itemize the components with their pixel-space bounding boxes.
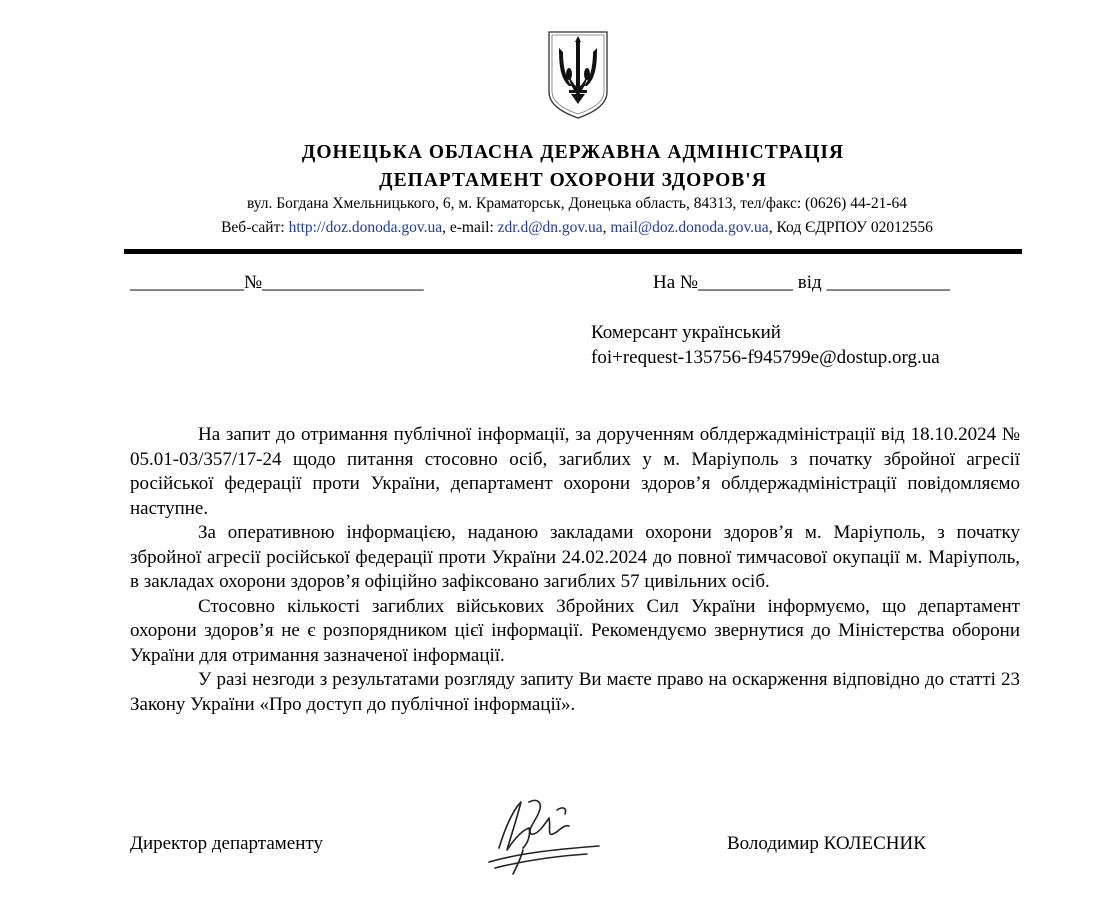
letter-body xyxy=(130,423,1020,717)
org-title-line1: ДОНЕЦЬКА ОБЛАСНА ДЕРЖАВНА АДМІНІСТРАЦІЯ xyxy=(301,142,845,163)
header-divider xyxy=(124,249,1022,254)
recipient-email: foi+request-135756-f945799e@dostup.org.ua xyxy=(591,347,940,368)
org-address: вул. Богдана Хмельницького, 6, м. Краматорськ, Донецька область, 84313, тел/факс: (0626) 44-21-64 xyxy=(246,195,908,212)
org-contacts xyxy=(28,219,1098,237)
org-title-line2: ДЕПАРТАМЕНТ ОХОРОНИ ЗДОРОВ'Я xyxy=(379,170,767,191)
outgoing-reference: ____________№_________________ xyxy=(130,272,424,293)
website-link[interactable]: http://doz.donoda.gov.ua xyxy=(288,219,443,236)
email-link-1[interactable]: zdr.d@dn.gov.ua xyxy=(497,219,603,236)
email-link-2[interactable]: mail@doz.donoda.gov.ua xyxy=(610,219,769,236)
website-label: Веб-сайт: xyxy=(221,219,289,236)
coat-of-arms-icon xyxy=(547,30,609,120)
signatory-name: Володимир КОЛЕСНИК xyxy=(727,833,926,854)
email-label: , e-mail: xyxy=(442,219,498,236)
recipient-name: Комерсант український xyxy=(591,322,781,343)
incoming-reference: На №__________ від _____________ xyxy=(653,272,950,293)
body-paragraph: Стосовно кількості загиблих військових Збройних Сил України інформуємо, що департамент охорони здоров’я не є розпорядником цієї інформації. Рекомендуємо звернутися до Міністерства оборони України для отримання зазначеної інформації. xyxy=(130,595,1020,666)
org-code: , Код ЄДРПОУ 02012556 xyxy=(768,219,933,236)
body-paragraph: На запит до отримання публічної інформації, за дорученням облдержадміністрації від 18.10.2024 № 05.01-03/357/17-24 щодо питання стосовно осіб, загиблих у м. Маріуполь з початку збройної агресії російської федерації проти України, департамент охорони здоров’я облдержадміністрації повідомляємо наступне. xyxy=(130,424,1020,519)
signatory-role: Директор департаменту xyxy=(130,833,323,854)
body-paragraph: У разі незгоди з результатами розгляду запиту Ви маєте право на оскарження відповідно до статті 23 Закону України «Про доступ до публічної інформації». xyxy=(130,669,1020,715)
email-separator: , xyxy=(602,219,611,236)
body-paragraph: За оперативною інформацією, наданою закладами охорони здоров’я м. Маріуполь, з початку збройної агресії російської федерації проти України 24.02.2024 до повної тимчасової окупації м. Маріуполь, в закладах охорони здоров’я офіційно зафіксовано загиблих 57 цивільних осіб. xyxy=(130,522,1020,592)
signature-icon xyxy=(487,788,602,883)
